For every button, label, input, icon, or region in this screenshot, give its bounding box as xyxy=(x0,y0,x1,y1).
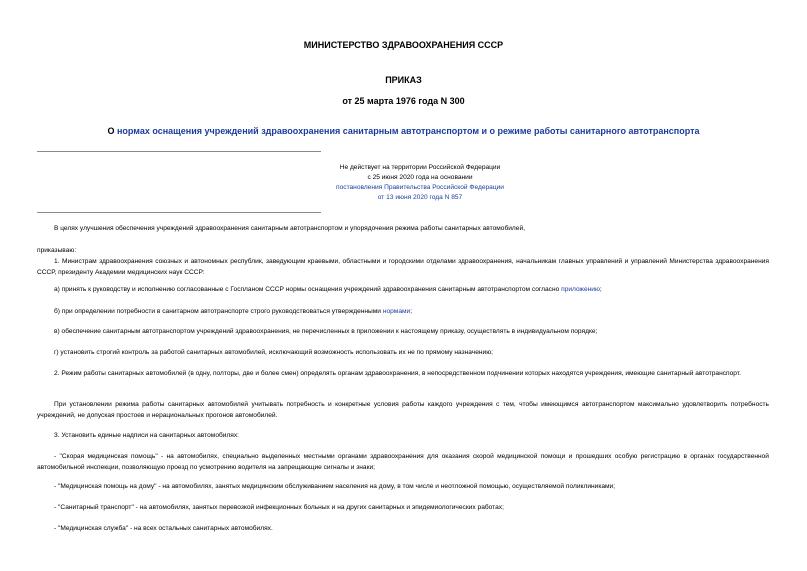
norms-link[interactable]: нормами xyxy=(382,308,411,315)
paragraph-intro: В целях улучшения обеспечения учреждений здравоохранения санитарным автотранспортом и упорядочения режима работы санитарных автомобилей, xyxy=(54,225,525,232)
paragraph-3a: - "Скорая медицинская помощь" - на автомобилях, специально выделенных местными органами здравоохранения для оказания скорой медицинской помощи и прошедших особую регистрацию в органах государственной автомобильной инспекции, позволяющую проезд по усмотрению водителя на запрещающие сигналы и знаки; xyxy=(37,453,769,471)
paragraph-3: 3. Установить единые надписи на санитарных автомобилях: xyxy=(54,432,239,439)
paragraph-1: 1. Министрам здравоохранения союзных и автономных республик, заведующим краевыми, областными и городскими отделами здравоохранения, начальникам главных управлений и управлений Министерства здравоохранения СССР, президенту Академии медицинских наук СССР: xyxy=(37,258,769,276)
document-title xyxy=(0,126,807,137)
status-note-line-1: Не действует на территории Российской Федерации xyxy=(339,164,501,171)
paragraph-1a xyxy=(37,285,769,296)
title-prefix: О xyxy=(107,126,117,136)
appendix-link[interactable]: приложению xyxy=(561,286,600,293)
paragraph-1g: г) установить строгий контроль за работой санитарных автомобилей, исключающий возможность использовать их не по прямому назначению; xyxy=(54,349,493,356)
paragraph-1v: в) обеспечение санитарным автотранспортом учреждений здравоохранения, не перечисленных в приложении к настоящему приказу, осуществлять в индивидуальном порядке; xyxy=(54,328,598,335)
paragraph-2: 2. Режим работы санитарных автомобилей (в одну, полторы, две и более смен) определять органам здравоохранения, в непосредственном подчинении которых находятся учреждения, имеющие санитарный автотранспорт. xyxy=(54,370,741,377)
title-link[interactable]: нормах оснащения учреждений здравоохранения санитарным автотранспортом и о режиме работы санитарного автотранспорта xyxy=(116,126,700,136)
ministry-heading: МИНИСТЕРСТВО ЗДРАВООХРАНЕНИЯ СССР xyxy=(303,40,504,50)
paragraph-3d: - "Медицинская служба" - на всех остальных санитарных автомобилях. xyxy=(54,525,273,532)
paragraph-1a-end: ; xyxy=(599,286,602,293)
paragraph-1b xyxy=(37,307,769,318)
paragraph-1b-text: б) при определении потребности в санитарном автотранспорте строго руководствоваться утвержденными xyxy=(54,308,383,315)
doc-type-heading: ПРИКАЗ xyxy=(385,75,422,85)
divider-bottom xyxy=(37,212,321,213)
paragraph-2b: При установлении режима работы санитарных автомобилей учитывать потребность и конкретные условия работы каждого учреждения с тем, чтобы имеющимся автотранспортом максимально удовлетворить потребность учреждений, не допуская простоев и нерациональных прогонов автомобилей. xyxy=(37,401,769,419)
paragraph-3b: - "Медицинская помощь на дому" - на автомобилях, занятых медицинским обслуживанием населения на дому, в том числе и неотложной помощью, осуществляемой поликлиниками; xyxy=(54,483,616,490)
divider-top xyxy=(37,151,321,152)
status-note-line-2: с 25 июня 2020 года на основании xyxy=(367,174,473,181)
paragraph-1a-text: а) принять к руководству и исполнению согласованные с Госпланом СССР нормы оснащения учреждений здравоохранения санитарным автотранспортом согласно xyxy=(54,286,562,293)
paragraph-3c: - "Санитарный транспорт" - на автомобилях, занятых перевозкой инфекционных больных и на других санитарных и эпидемиологических работах; xyxy=(54,504,504,511)
paragraph-order: приказываю: xyxy=(37,247,77,254)
status-note-link-date[interactable]: от 13 июня 2020 года N 857 xyxy=(377,194,463,201)
status-note-link-decree[interactable]: постановления Правительства Российской Федерации xyxy=(336,184,504,191)
date-number-heading: от 25 марта 1976 года N 300 xyxy=(342,96,465,106)
paragraph-1b-end: ; xyxy=(410,308,413,315)
